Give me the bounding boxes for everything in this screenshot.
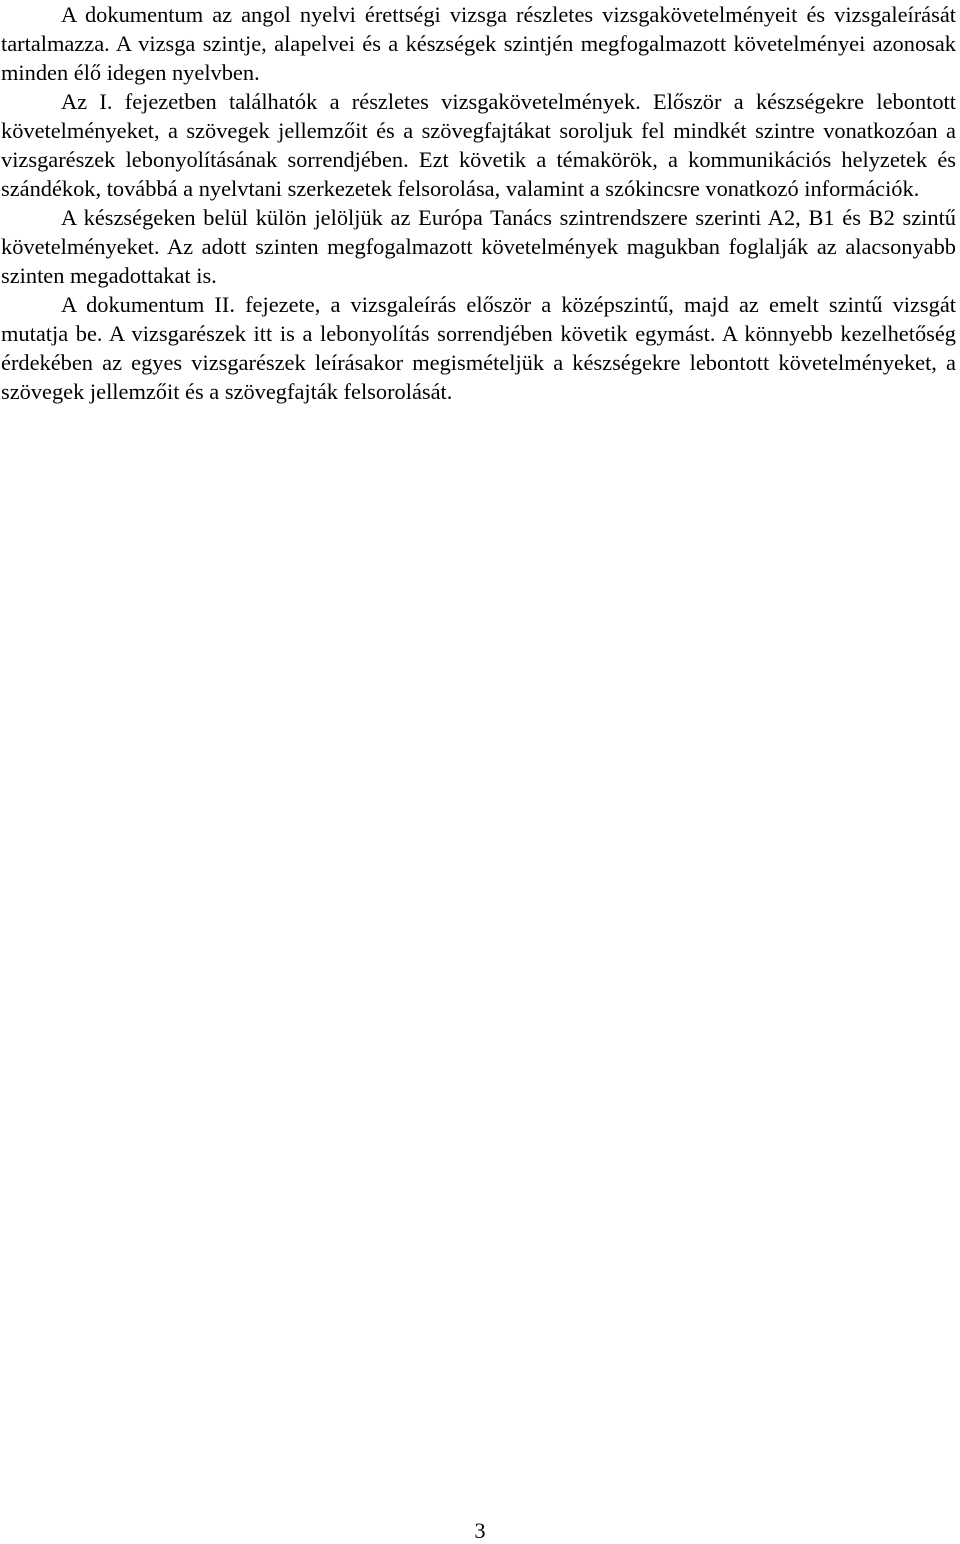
page-number: 3 bbox=[474, 1518, 486, 1543]
paragraph-chapter-one: Az I. fejezetben találhatók a részletes vizsgakövetelmények. Először a készségekre lebontott követelményeket, a szövegek jellemzőit és a szövegfajtákat soroljuk fel mindkét szintre vonatkozóan a vizsgarészek lebonyolításának sorrendjében. Ezt követik a témakörök, a kommunikációs helyzetek és szándékok, továbbá a nyelvtani szerkezetek felsorolása, valamint a szókincsre vonatkozó információk. bbox=[1, 89, 956, 201]
paragraph-intro: A dokumentum az angol nyelvi érettségi vizsga részletes vizsgakövetelményeit és vizsgaleírását tartalmazza. A vizsga szintje, alapelvei és a készségek szintjén megfogalmazott követelményei azonosak minden élő idegen nyelvben. bbox=[1, 2, 956, 85]
body-text bbox=[1, 0, 956, 406]
paragraph-levels: A készségeken belül külön jelöljük az Európa Tanács szintrendszere szerinti A2, B1 és B2 szintű követelményeket. Az adott szinten megfogalmazott követelmények magukban foglalják az alacsonyabb szinten megadottakat is. bbox=[1, 205, 956, 288]
paragraph-chapter-two: A dokumentum II. fejezete, a vizsgaleírás először a középszintű, majd az emelt szintű vizsgát mutatja be. A vizsgarészek itt is a lebonyolítás sorrendjében követik egymást. A könnyebb kezelhetőség érdekében az egyes vizsgarészek leírásakor megismételjük a készségekre lebontott követelményeket, a szövegek jellemzőit és a szövegfajták felsorolását. bbox=[1, 292, 956, 404]
